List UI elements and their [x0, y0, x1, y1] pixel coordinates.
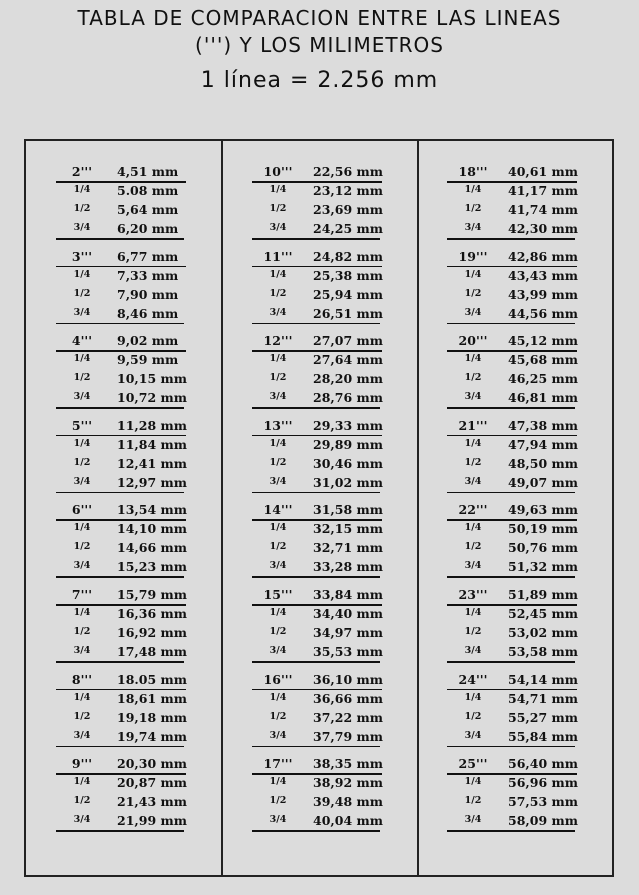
fraction-label: 3/4 — [73, 729, 91, 741]
mm-value: 39,48 mm — [313, 794, 383, 810]
fraction-label: 1/2 — [269, 456, 287, 468]
mm-value: 52,45 mm — [508, 606, 578, 621]
mm-value: 53,02 mm — [508, 625, 578, 640]
mm-value: 33,28 mm — [313, 559, 383, 575]
line-label: 12''' — [263, 333, 293, 349]
table-title: TABLA DE COMPARACION ENTRE LAS LINEAS — [77, 6, 562, 30]
mm-value: 36,10 mm — [313, 671, 383, 687]
mm-value: 31,02 mm — [313, 474, 383, 490]
mm-value: 47,38 mm — [508, 417, 578, 433]
row-rule — [447, 492, 575, 494]
mm-value: 7,90 mm — [117, 286, 179, 302]
mm-value: 47,94 mm — [508, 436, 578, 452]
equivalence-note: 1 línea = 2.256 mm — [200, 68, 439, 93]
fraction-label: 3/4 — [269, 560, 287, 572]
mm-value: 18,61 mm — [117, 690, 187, 706]
mm-value: 28,20 mm — [313, 371, 383, 387]
row-rule — [252, 238, 380, 240]
mm-value: 51,89 mm — [508, 587, 578, 602]
fraction-label: 1/2 — [269, 203, 287, 214]
row-rule — [447, 323, 575, 325]
row-rule — [447, 407, 575, 409]
table-subtitle: (''') Y LOS MILIMETROS — [195, 33, 444, 57]
line-label: 25''' — [458, 756, 488, 772]
fraction-label: 1/2 — [73, 795, 91, 807]
mm-value: 13,54 mm — [117, 502, 187, 518]
mm-value: 22,56 mm — [313, 164, 383, 179]
mm-value: 7,33 mm — [117, 267, 179, 283]
fraction-label: 1/2 — [269, 287, 287, 299]
fraction-label: 1/2 — [269, 372, 287, 384]
mm-value: 42,30 mm — [508, 221, 578, 236]
mm-value: 29,33 mm — [313, 417, 383, 433]
mm-value: 45,68 mm — [508, 352, 578, 368]
mm-value: 21,99 mm — [117, 813, 187, 829]
mm-value: 54,71 mm — [508, 690, 578, 706]
mm-value: 43,43 mm — [508, 267, 578, 283]
mm-value: 26,51 mm — [313, 305, 383, 321]
fraction-label: 3/4 — [73, 306, 91, 318]
fraction-label: 1/2 — [269, 626, 287, 637]
fraction-label: 1/4 — [464, 776, 482, 788]
row-rule — [252, 576, 380, 578]
line-label: 13''' — [263, 417, 293, 433]
mm-value: 58,09 mm — [508, 813, 578, 829]
mm-value: 17,48 mm — [117, 644, 187, 659]
fraction-label: 1/4 — [73, 607, 91, 618]
fraction-label: 3/4 — [464, 391, 482, 403]
mm-value: 10,15 mm — [117, 371, 187, 387]
mm-value: 16,92 mm — [117, 625, 187, 640]
mm-value: 46,81 mm — [508, 390, 578, 406]
mm-value: 15,23 mm — [117, 559, 187, 575]
mm-value: 34,97 mm — [313, 625, 383, 640]
mm-value: 24,82 mm — [313, 248, 383, 264]
mm-value: 25,38 mm — [313, 267, 383, 283]
fraction-label: 1/2 — [464, 626, 482, 637]
fraction-label: 3/4 — [464, 222, 482, 233]
row-rule — [252, 661, 380, 663]
line-label: 24''' — [458, 671, 488, 687]
mm-value: 50,76 mm — [508, 540, 578, 556]
fraction-label: 1/2 — [464, 541, 482, 553]
row-rule — [447, 238, 575, 240]
fraction-label: 3/4 — [269, 391, 287, 403]
mm-value: 4,51 mm — [117, 164, 179, 179]
mm-value: 48,50 mm — [508, 455, 578, 471]
fraction-label: 1/4 — [269, 691, 287, 703]
mm-value: 6,20 mm — [117, 221, 179, 236]
fraction-label: 3/4 — [464, 475, 482, 487]
mm-value: 44,56 mm — [508, 305, 578, 321]
fraction-label: 1/4 — [464, 437, 482, 449]
row-rule — [56, 661, 184, 663]
line-label: 17''' — [263, 756, 293, 772]
fraction-label: 1/2 — [73, 287, 91, 299]
mm-value: 20,87 mm — [117, 775, 187, 791]
line-label: 4''' — [71, 333, 93, 349]
mm-value: 11,28 mm — [117, 417, 187, 433]
fraction-label: 1/2 — [269, 710, 287, 722]
row-rule — [56, 746, 184, 748]
mm-value: 56,96 mm — [508, 775, 578, 791]
fraction-label: 1/4 — [269, 353, 287, 365]
mm-value: 15,79 mm — [117, 587, 187, 602]
line-label: 23''' — [458, 587, 488, 602]
fraction-label: 3/4 — [464, 814, 482, 826]
mm-value: 21,43 mm — [117, 794, 187, 810]
mm-value: 33,84 mm — [313, 587, 383, 602]
mm-value: 8,46 mm — [117, 305, 179, 321]
line-label: 18''' — [458, 164, 488, 179]
mm-value: 45,12 mm — [508, 333, 578, 349]
fraction-label: 1/2 — [73, 541, 91, 553]
mm-value: 9,59 mm — [117, 352, 179, 368]
fraction-label: 1/2 — [464, 456, 482, 468]
mm-value: 24,25 mm — [313, 221, 383, 236]
mm-value: 16,36 mm — [117, 606, 187, 621]
row-rule — [56, 323, 184, 325]
fraction-label: 1/2 — [269, 541, 287, 553]
mm-value: 10,72 mm — [117, 390, 187, 406]
fraction-label: 1/4 — [269, 522, 287, 534]
mm-value: 34,40 mm — [313, 606, 383, 621]
fraction-label: 1/4 — [73, 268, 91, 280]
line-label: 16''' — [263, 671, 293, 687]
fraction-label: 3/4 — [464, 560, 482, 572]
row-rule — [56, 492, 184, 494]
mm-value: 43,99 mm — [508, 286, 578, 302]
fraction-label: 1/2 — [73, 456, 91, 468]
mm-value: 28,76 mm — [313, 390, 383, 406]
row-rule — [56, 830, 184, 832]
line-label: 2''' — [71, 164, 93, 179]
fraction-label: 1/2 — [73, 626, 91, 637]
mm-value: 46,25 mm — [508, 371, 578, 387]
line-label: 9''' — [71, 756, 93, 772]
mm-value: 55,84 mm — [508, 728, 578, 744]
mm-value: 6,77 mm — [117, 248, 179, 264]
fraction-label: 1/4 — [464, 268, 482, 280]
mm-value: 32,71 mm — [313, 540, 383, 556]
fraction-label: 1/4 — [73, 776, 91, 788]
fraction-label: 3/4 — [269, 475, 287, 487]
mm-value: 14,10 mm — [117, 521, 187, 537]
mm-value: 54,14 mm — [508, 671, 578, 687]
mm-value: 9,02 mm — [117, 333, 179, 349]
mm-value: 19,74 mm — [117, 728, 187, 744]
fraction-label: 1/4 — [269, 607, 287, 618]
fraction-label: 1/4 — [73, 437, 91, 449]
row-rule — [447, 576, 575, 578]
mm-value: 41,17 mm — [508, 183, 578, 198]
mm-value: 5.08 mm — [117, 183, 179, 198]
mm-value: 50,19 mm — [508, 521, 578, 537]
fraction-label: 1/4 — [464, 607, 482, 618]
line-label: 19''' — [458, 248, 488, 264]
mm-value: 42,86 mm — [508, 248, 578, 264]
mm-value: 55,27 mm — [508, 709, 578, 725]
mm-value: 12,41 mm — [117, 455, 187, 471]
fraction-label: 1/4 — [269, 268, 287, 280]
fraction-label: 3/4 — [464, 729, 482, 741]
fraction-label: 1/2 — [269, 795, 287, 807]
mm-value: 53,58 mm — [508, 644, 578, 659]
fraction-label: 3/4 — [464, 306, 482, 318]
fraction-label: 1/2 — [464, 287, 482, 299]
column-divider — [221, 139, 223, 877]
fraction-label: 1/4 — [269, 776, 287, 788]
fraction-label: 1/4 — [269, 437, 287, 449]
fraction-label: 3/4 — [73, 814, 91, 826]
row-rule — [447, 830, 575, 832]
fraction-label: 3/4 — [269, 729, 287, 741]
fraction-label: 1/2 — [464, 795, 482, 807]
row-rule — [56, 407, 184, 409]
fraction-label: 3/4 — [269, 814, 287, 826]
mm-value: 37,22 mm — [313, 709, 383, 725]
mm-value: 20,30 mm — [117, 756, 187, 772]
column-divider — [417, 139, 419, 877]
fraction-label: 3/4 — [73, 475, 91, 487]
line-label: 3''' — [71, 248, 93, 264]
line-label: 21''' — [458, 417, 488, 433]
fraction-label: 3/4 — [73, 222, 91, 233]
line-label: 5''' — [71, 417, 93, 433]
mm-value: 23,12 mm — [313, 183, 383, 198]
fraction-label: 1/2 — [464, 710, 482, 722]
line-label: 6''' — [71, 502, 93, 518]
fraction-label: 1/4 — [464, 691, 482, 703]
row-rule — [252, 830, 380, 832]
fraction-label: 1/4 — [464, 522, 482, 534]
mm-value: 36,66 mm — [313, 690, 383, 706]
fraction-label: 1/4 — [464, 353, 482, 365]
mm-value: 11,84 mm — [117, 436, 187, 452]
fraction-label: 3/4 — [73, 560, 91, 572]
fraction-label: 1/2 — [464, 372, 482, 384]
row-rule — [252, 492, 380, 494]
row-rule — [252, 407, 380, 409]
mm-value: 49,07 mm — [508, 474, 578, 490]
mm-value: 27,64 mm — [313, 352, 383, 368]
mm-value: 41,74 mm — [508, 202, 578, 217]
fraction-label: 1/2 — [73, 203, 91, 214]
mm-value: 30,46 mm — [313, 455, 383, 471]
mm-value: 49,63 mm — [508, 502, 578, 518]
row-rule — [447, 746, 575, 748]
mm-value: 23,69 mm — [313, 202, 383, 217]
line-label: 15''' — [263, 587, 293, 602]
fraction-label: 3/4 — [464, 645, 482, 656]
fraction-label: 3/4 — [73, 645, 91, 656]
fraction-label: 1/4 — [464, 184, 482, 195]
mm-value: 12,97 mm — [117, 474, 187, 490]
line-label: 11''' — [263, 248, 293, 264]
mm-value: 51,32 mm — [508, 559, 578, 575]
mm-value: 40,04 mm — [313, 813, 383, 829]
mm-value: 32,15 mm — [313, 521, 383, 537]
mm-value: 29,89 mm — [313, 436, 383, 452]
row-rule — [252, 746, 380, 748]
row-rule — [252, 323, 380, 325]
line-label: 10''' — [263, 164, 293, 179]
fraction-label: 1/4 — [73, 691, 91, 703]
mm-value: 38,35 mm — [313, 756, 383, 772]
row-rule — [56, 238, 184, 240]
line-label: 8''' — [71, 671, 93, 687]
line-label: 7''' — [71, 587, 93, 602]
mm-value: 14,66 mm — [117, 540, 187, 556]
fraction-label: 3/4 — [73, 391, 91, 403]
mm-value: 27,07 mm — [313, 333, 383, 349]
row-rule — [56, 576, 184, 578]
mm-value: 31,58 mm — [313, 502, 383, 518]
mm-value: 18.05 mm — [117, 671, 187, 687]
fraction-label: 1/4 — [73, 184, 91, 195]
mm-value: 5,64 mm — [117, 202, 179, 217]
mm-value: 37,79 mm — [313, 728, 383, 744]
line-label: 14''' — [263, 502, 293, 518]
fraction-label: 3/4 — [269, 645, 287, 656]
fraction-label: 1/2 — [73, 372, 91, 384]
mm-value: 40,61 mm — [508, 164, 578, 179]
fraction-label: 1/4 — [73, 522, 91, 534]
fraction-label: 3/4 — [269, 222, 287, 233]
mm-value: 19,18 mm — [117, 709, 187, 725]
mm-value: 35,53 mm — [313, 644, 383, 659]
mm-value: 56,40 mm — [508, 756, 578, 772]
row-rule — [447, 661, 575, 663]
fraction-label: 1/2 — [464, 203, 482, 214]
mm-value: 38,92 mm — [313, 775, 383, 791]
line-label: 22''' — [458, 502, 488, 518]
fraction-label: 1/4 — [73, 353, 91, 365]
fraction-label: 1/4 — [269, 184, 287, 195]
mm-value: 25,94 mm — [313, 286, 383, 302]
mm-value: 57,53 mm — [508, 794, 578, 810]
fraction-label: 3/4 — [269, 306, 287, 318]
line-label: 20''' — [458, 333, 488, 349]
fraction-label: 1/2 — [73, 710, 91, 722]
